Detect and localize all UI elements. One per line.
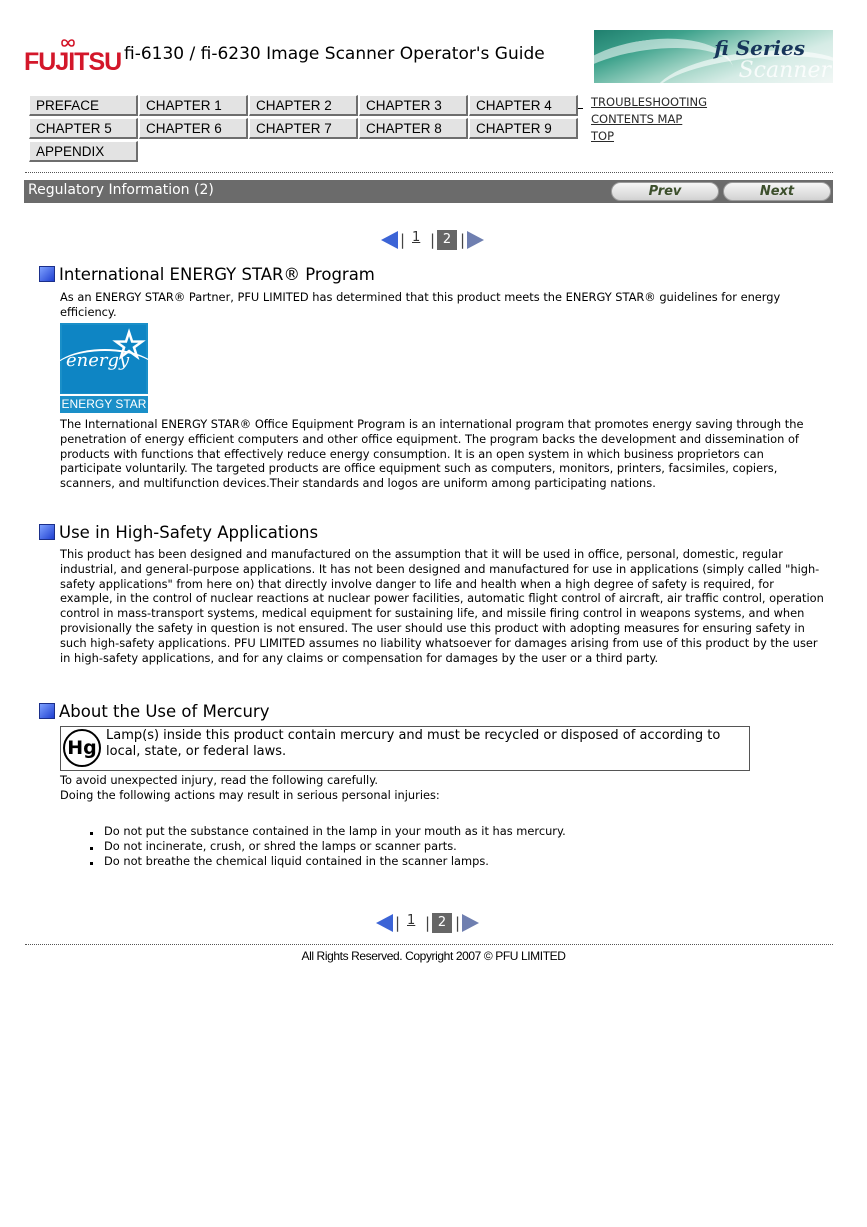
energy-star-heading-text: International ENERGY STAR® Program (59, 265, 375, 284)
next-button[interactable]: Next (723, 182, 831, 201)
nav-divider (578, 108, 583, 109)
mercury-warning-list (60, 824, 566, 868)
high-safety-heading (39, 523, 318, 542)
banner-series-text: fi Series (714, 36, 805, 60)
pager-bottom (376, 913, 481, 933)
section-title: Regulatory Information (2) (28, 182, 214, 198)
nav-chapter2-button[interactable]: CHAPTER 2 (249, 95, 358, 116)
nav-chapter5-button[interactable]: CHAPTER 5 (29, 118, 138, 139)
page-1-link[interactable]: 1 (407, 913, 416, 928)
section-bullet-icon (39, 266, 55, 282)
energy-star-logo-script: energy (66, 350, 130, 371)
list-item: Do not put the substance contained in the lamp in your mouth as it has mercury. (60, 824, 566, 839)
high-safety-heading-text: Use in High-Safety Applications (59, 523, 319, 542)
nav-chapter8-button[interactable]: CHAPTER 8 (359, 118, 468, 139)
star-icon: ☆ (112, 323, 147, 367)
pager-separator: | (395, 914, 401, 932)
energy-star-logo (60, 323, 148, 413)
contents-map-link[interactable]: CONTENTS MAP (591, 112, 683, 126)
banner-sub-text: Scanner (738, 58, 831, 83)
mercury-warning-line-1: To avoid unexpected injury, read the following carefully. (60, 773, 378, 787)
nav-chapter3-button[interactable]: CHAPTER 3 (359, 95, 468, 116)
list-item: Do not breathe the chemical liquid contained in the scanner lamps. (60, 854, 566, 869)
nav-links (591, 94, 707, 145)
energy-star-heading (39, 265, 375, 284)
pager-separator: | (430, 231, 436, 249)
pager-separator: | (425, 914, 431, 932)
mercury-notice-box (60, 726, 750, 771)
energy-star-body: The International ENERGY STAR® Office Equipment Program is an international program that promotes energy saving through the penetration of energy efficient computers and other office equipment. The program backs the development and dissemination of products with functions that effectively reduce energy consumption. It is an open system in which business proprietors can participate voluntarily. The targeted products are office equipment such as computers, monitors, printers, facsimiles, copiers, scanners, and multifunction devices.Their standards and logos are uniform among participating nations. (60, 417, 804, 491)
pager-separator: | (460, 231, 466, 249)
mercury-heading-text: About the Use of Mercury (59, 702, 270, 721)
mercury-heading (39, 702, 269, 721)
energy-star-logo-label: ENERGY STAR (60, 394, 148, 413)
divider-top (25, 172, 833, 173)
page-1-link[interactable]: 1 (412, 230, 421, 245)
pager-separator: | (455, 914, 461, 932)
logo-wordmark: FUJITSU (24, 48, 122, 76)
next-page-arrow-icon[interactable] (462, 914, 479, 932)
section-bullet-icon (39, 524, 55, 540)
fujitsu-logo (24, 37, 122, 79)
mercury-notice-text: Lamp(s) inside this product contain mercury and must be recycled or disposed of according to local, state, or federal laws. (106, 728, 721, 759)
troubleshooting-link[interactable]: TROUBLESHOOTING (591, 95, 708, 109)
previous-page-arrow-icon[interactable] (381, 231, 398, 249)
high-safety-body: This product has been designed and manufactured on the assumption that it will be used in office, personal, domestic, regular industrial, and general-purpose applications. It has not been designed and manufactured for use in applications (simply called "high-safety applications" from here on) that directly involve danger to life and health when a high degree of safety is required, for example, in the control of nuclear reactions at nuclear power facilities, automatic flight control of aircraft, air traffic control, operation control in mass-transport systems, medical equipment for sustaining life, and missile firing control in weapons systems, and when provisionally the safety in question is not ensured. The user should use this product with adopting measures for ensuring safety in such high-safety applications. PFU LIMITED assumes no liability whatsoever for damages arising from use of this product by the user in high-safety applications, and for any claims or compensation for damages by the user or a third party. (60, 547, 824, 665)
fi-series-banner (594, 30, 833, 83)
divider-bottom (25, 944, 833, 945)
nav-chapter6-button[interactable]: CHAPTER 6 (139, 118, 248, 139)
mercury-hg-icon: Hg (63, 729, 101, 767)
nav-appendix-button[interactable]: APPENDIX (29, 141, 138, 162)
page-2-current: 2 (432, 913, 452, 933)
list-item: Do not incinerate, crush, or shred the lamps or scanner parts. (60, 839, 566, 854)
nav-preface-button[interactable]: PREFACE (29, 95, 138, 116)
nav-chapter1-button[interactable]: CHAPTER 1 (139, 95, 248, 116)
section-bullet-icon (39, 703, 55, 719)
page-2-current: 2 (437, 230, 457, 250)
nav-chapter4-button[interactable]: CHAPTER 4 (469, 95, 578, 116)
nav-chapter9-button[interactable]: CHAPTER 9 (469, 118, 578, 139)
mercury-warning-line-2: Doing the following actions may result in serious personal injuries: (60, 788, 440, 802)
next-page-arrow-icon[interactable] (467, 231, 484, 249)
nav-chapter7-button[interactable]: CHAPTER 7 (249, 118, 358, 139)
energy-star-intro: As an ENERGY STAR® Partner, PFU LIMITED has determined that this product meets the ENERGY STAR® guidelines for energy efficiency. (60, 290, 781, 319)
top-link[interactable]: TOP (591, 129, 615, 143)
pager-top (381, 230, 486, 250)
prev-button[interactable]: Prev (611, 182, 719, 201)
footer-copyright: All Rights Reserved. Copyright 2007 © PFU LIMITED (301, 949, 566, 963)
previous-page-arrow-icon[interactable] (376, 914, 393, 932)
pager-separator: | (400, 231, 406, 249)
document-title: fi-6130 / fi-6230 Image Scanner Operator's Guide (124, 44, 545, 64)
